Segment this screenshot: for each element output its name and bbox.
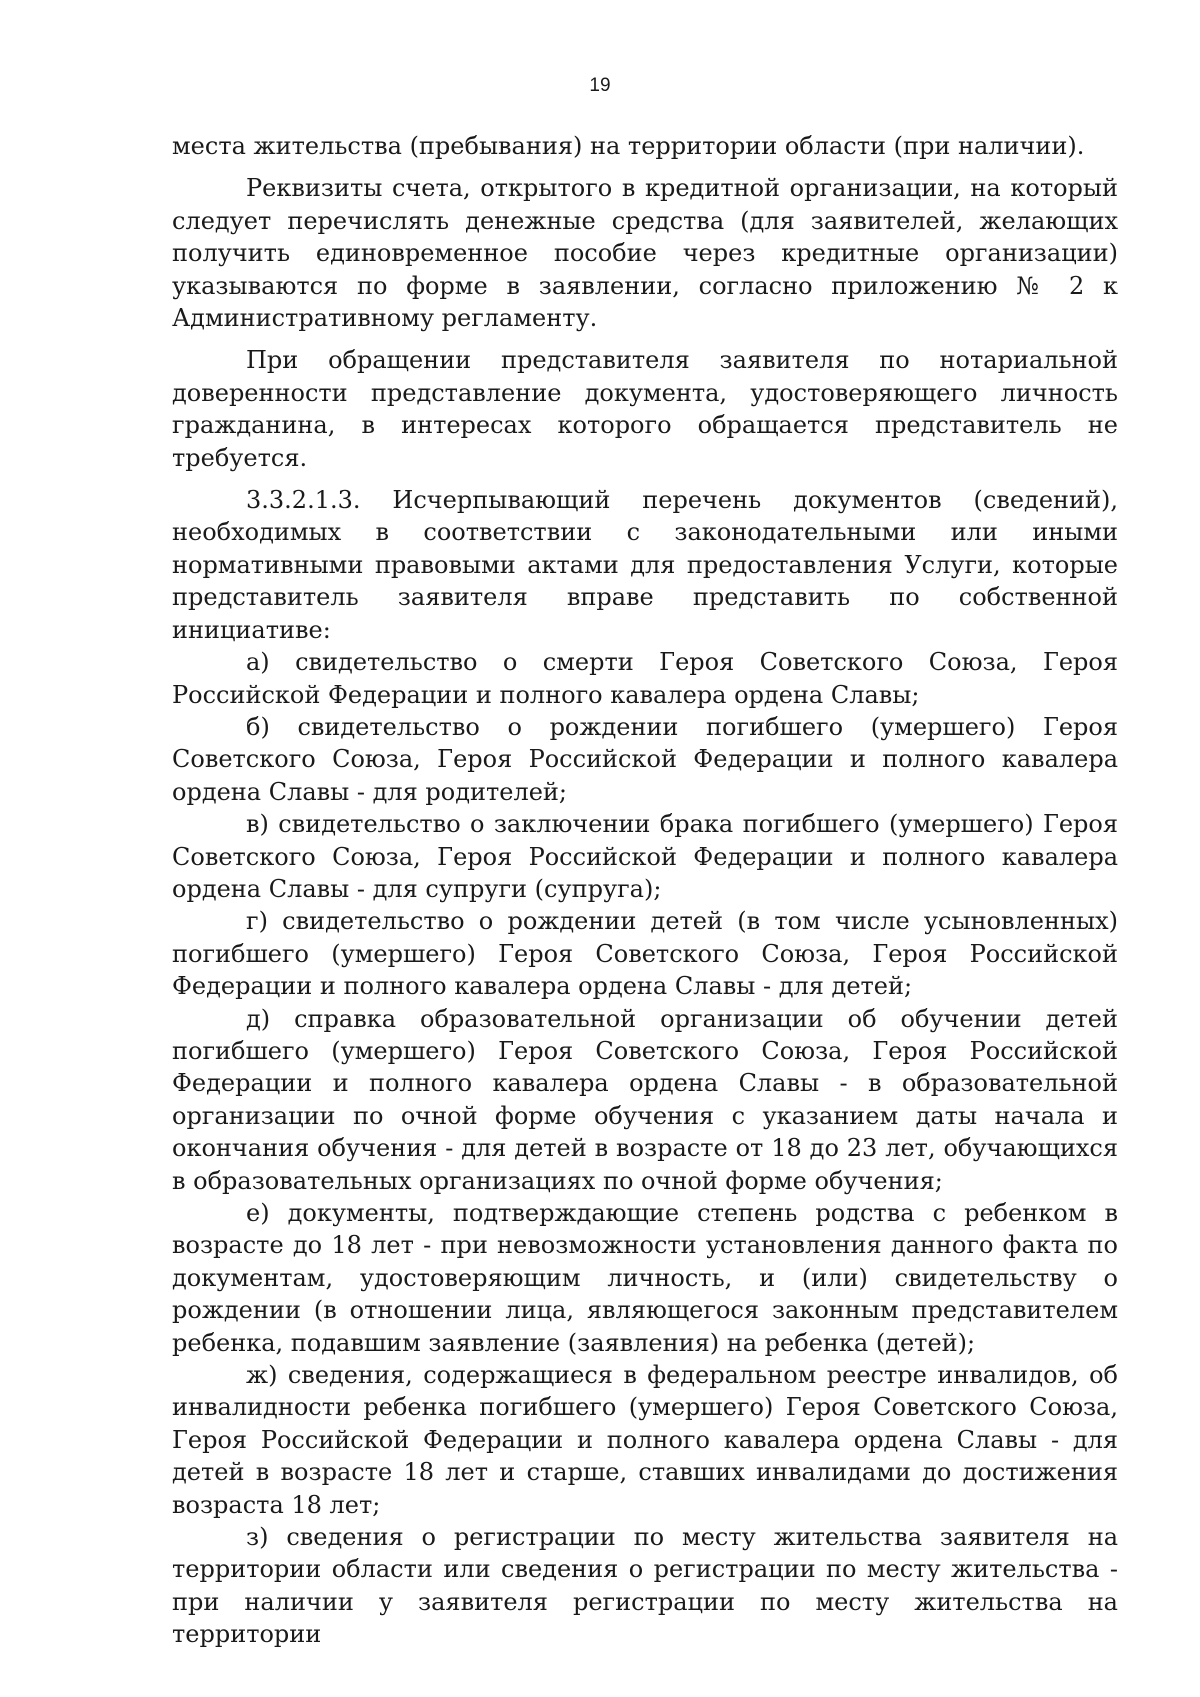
paragraph-bank-details: Реквизиты счета, открытого в кредитной организации, на который следует перечислять денежные средства (для заявителей, желающих получить единовременное пособие через кредитные организации) указываются по форме в заявлении, согласно приложению № 2 к Административному регламенту. xyxy=(172,174,1118,333)
list-item-v: в) свидетельство о заключении брака погибшего (умершего) Героя Советского Союза, Героя Российской Федерации и полного кавалера ордена Славы - для супруги (супруга); xyxy=(172,810,1118,903)
list-item-a: а) свидетельство о смерти Героя Советского Союза, Героя Российской Федерации и полного кавалера ордена Славы; xyxy=(172,648,1118,709)
document-body xyxy=(172,130,1118,1651)
page-number: 19 xyxy=(589,75,611,96)
list-item-b: б) свидетельство о рождении погибшего (умершего) Героя Советского Союза, Героя Российской Федерации и полного кавалера ордена Славы - для родителей; xyxy=(172,712,1118,806)
list-item-zh: ж) сведения, содержащиеся в федеральном реестре инвалидов, об инвалидности ребенка погибшего (умершего) Героя Советского Союза, Героя Российской Федерации и полного кавалера ордена Славы - для детей в возрасте 18 лет и старше, ставших инвалидами до достижения возраста 18 лет; xyxy=(172,1361,1118,1519)
list-item-g: г) свидетельство о рождении детей (в том числе усыновленных) погибшего (умершего) Героя Советского Союза, Героя Российской Федерации и полного кавалера ордена Славы - для детей; xyxy=(172,907,1118,1001)
list-item-z: з) сведения о регистрации по месту жительства заявителя на территории области или сведения о регистрации по месту жительства - при наличии у заявителя регистрации по месту жительства на территории xyxy=(172,1523,1118,1649)
list-item-e: е) документы, подтверждающие степень родства с ребенком в возрасте до 18 лет - при невозможности установления данного факта по документам, удостоверяющим личность, и (или) свидетельству о рождении (в отношении лица, являющегося законным представителем ребенка, подавшим заявление (заявления) на ребенка (детей); xyxy=(172,1199,1118,1357)
paragraph-section-3-3-2-1-3: 3.3.2.1.3. Исчерпывающий перечень документов (сведений), необходимых в соответствии с законодательными или иными нормативными правовыми актами для предоставления Услуги, которые представитель заявителя вправе представить по собственной инициативе: xyxy=(172,486,1118,644)
paragraph-continuation: места жительства (пребывания) на территории области (при наличии). xyxy=(172,132,1085,160)
paragraph-representative: При обращении представителя заявителя по нотариальной доверенности представление документа, удостоверяющего личность гражданина, в интересах которого обращается представитель не требуется. xyxy=(172,346,1118,472)
list-item-d: д) справка образовательной организации об обучении детей погибшего (умершего) Героя Советского Союза, Героя Российской Федерации и полного кавалера ордена Славы - в образовательной организации по очной форме обучения с указанием даты начала и окончания обучения - для детей в возрасте от 18 до 23 лет, обучающихся в образовательных организациях по очной форме обучения; xyxy=(172,1004,1118,1195)
